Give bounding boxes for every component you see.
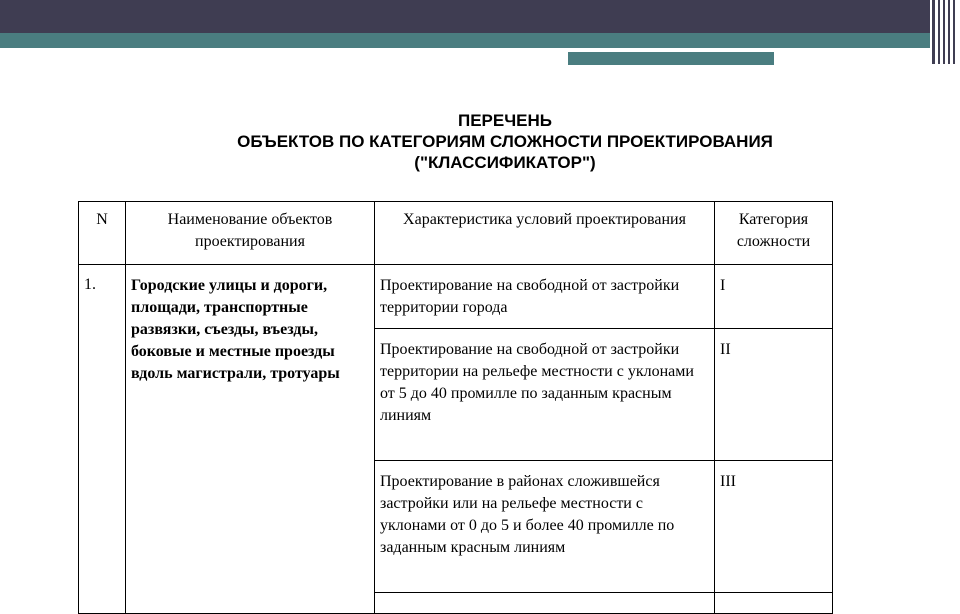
- header-bar-dark: [0, 0, 930, 33]
- header-edge-stripe: [932, 0, 935, 64]
- condition-cell: [375, 593, 715, 614]
- condition-cell: Проектирование на свободной от застройки территории города: [375, 265, 715, 329]
- title-line-3: ("КЛАССИФИКАТОР"): [414, 153, 596, 172]
- header-bar-teal-small: [568, 52, 774, 65]
- header-conditions: Характеристика условий проектирования: [375, 202, 715, 265]
- category-cell: I: [715, 265, 833, 329]
- header-name: Наименование объектов проектирования: [126, 202, 375, 265]
- row-number: 1.: [79, 265, 126, 614]
- header-bar-teal: [0, 33, 930, 48]
- header-edge-stripe: [948, 0, 950, 64]
- header-edge-stripe: [943, 0, 945, 64]
- category-cell: III: [715, 461, 833, 593]
- header-edge-stripe: [938, 0, 940, 64]
- header-accent-line: [568, 49, 890, 51]
- classifier-table: [78, 201, 833, 614]
- document-title: [0, 110, 960, 173]
- table-row: [79, 265, 833, 329]
- title-line-2: ОБЪЕКТОВ ПО КАТЕГОРИЯМ СЛОЖНОСТИ ПРОЕКТИРОВАНИЯ: [237, 132, 773, 151]
- condition-cell: Проектирование в районах сложившейся застройки или на рельефе местности с уклонами от 0 до 5 и более 40 промилле по заданным красным линиям: [375, 461, 715, 593]
- header-edge-stripe: [953, 0, 955, 64]
- header-num: N: [79, 202, 126, 265]
- title-line-1: ПЕРЕЧЕНЬ: [457, 111, 552, 130]
- category-cell: [715, 593, 833, 614]
- object-name: Городские улицы и дороги, площади, транспортные развязки, съезды, въезды, боковые и местные проезды вдоль магистрали, тротуары: [126, 265, 375, 614]
- table-header-row: [79, 202, 833, 265]
- header-category: Категория сложности: [715, 202, 833, 265]
- condition-cell: Проектирование на свободной от застройки территории на рельефе местности с уклонами от 5 до 40 промилле по заданным красным линиям: [375, 329, 715, 461]
- category-cell: II: [715, 329, 833, 461]
